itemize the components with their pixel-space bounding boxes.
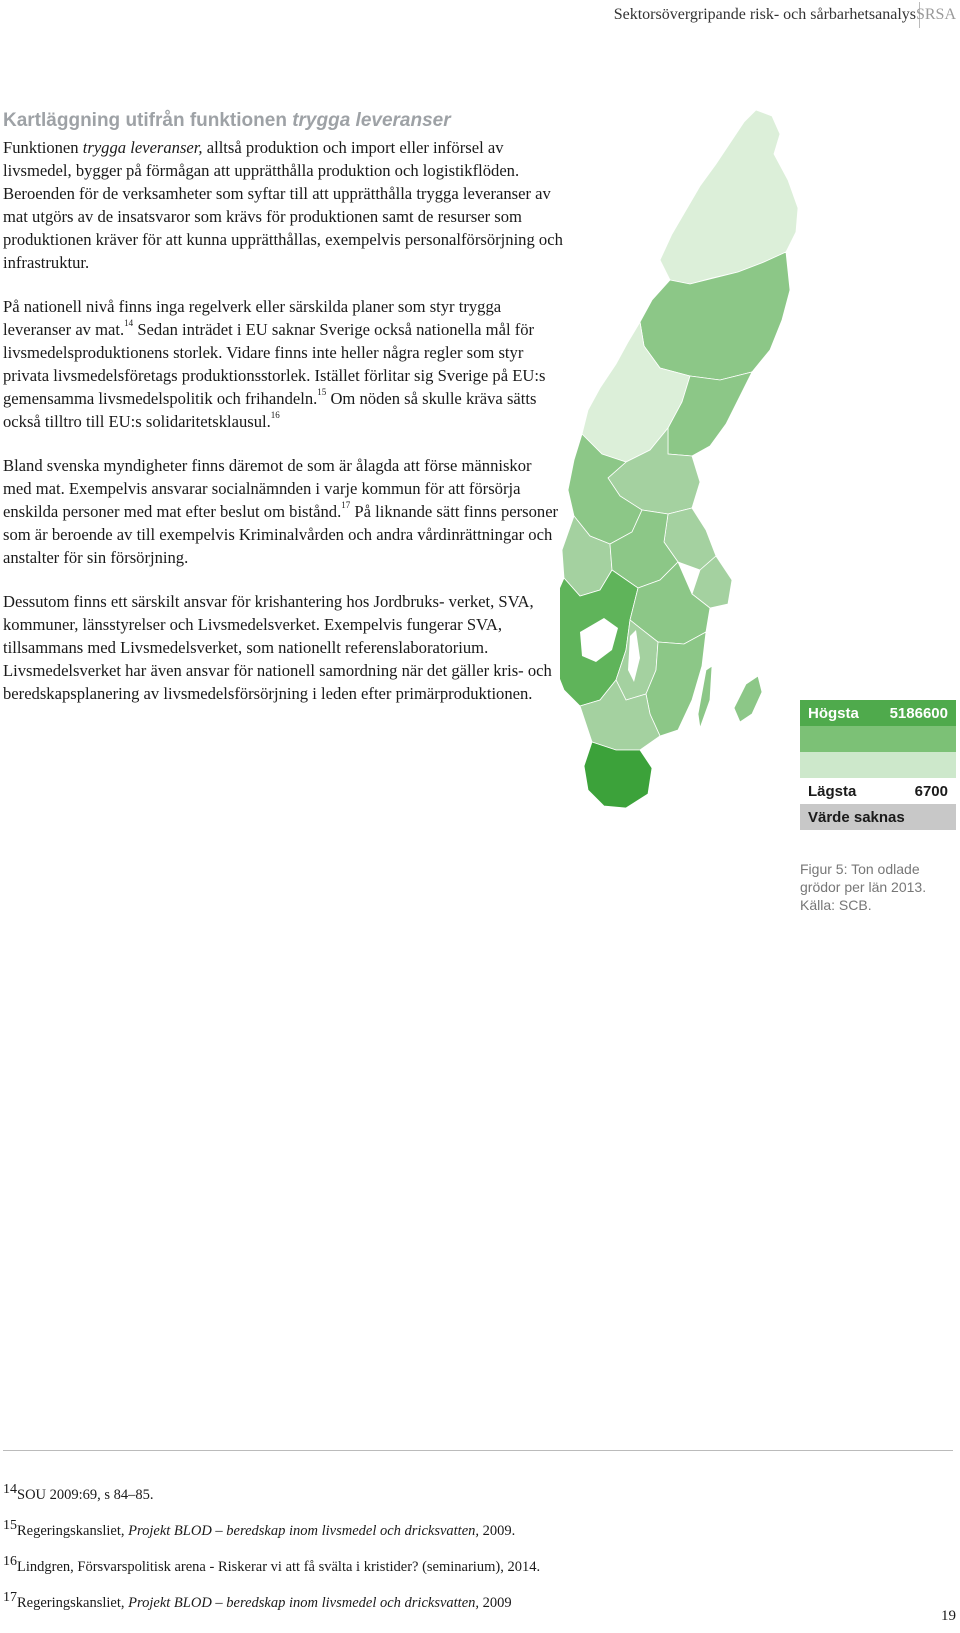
p1-text-c: alltså produktion och import eller införsel av livsmedel, bygger på förmågan att upprätthålla produktion och logistikflöden. Beroenden för de verksamheter som syftar till att upprätthålla trygga leveranser av mat utgörs av de insatsvaror som krävs för produktionen samt de resurser som produktionen kräver för att kunna upprätthållas, exempelvis personalförsörjning och infrastruktur. [3,138,563,272]
footnote-17 [3,1588,943,1613]
footnote-15 [3,1516,943,1541]
footnote-number: 17 [3,1590,17,1605]
paragraph-2 [3,295,563,433]
footnote-divider [3,1450,953,1451]
footnote-text-italic: Projekt BLOD – beredskap inom livsmedel och dricksvatten, [128,1595,480,1611]
map-legend [800,700,956,830]
footnote-text: SOU 2009:69, s 84–85. [17,1487,154,1503]
legend-missing [800,804,956,830]
footnote-ref-17[interactable]: 17 [341,500,351,510]
p2-text-a: På nationell nivå finns inga regelverk eller särskilda planer som styr trygga leveranser av mat. [3,297,502,339]
footnote-ref-14[interactable]: 14 [124,318,134,328]
document-abbreviation: SRSA [915,6,956,23]
p1-text-italic: trygga leveranser, [82,138,203,157]
section-title-italic: trygga leveranser [292,110,451,131]
main-text-column [3,110,563,726]
p2-text-b: Sedan inträdet i EU saknar Sverige också nationella mål för livsmedelsproduktionens storlek. Vidare finns inte heller några regler som styr privata livsmedelsföretags produktionsstorlek. Istället förlitar sig Sverige på EU:s gemensamma livsmedelspolitik och frihandeln. [3,320,546,408]
legend-color-step-light [800,752,956,778]
page-header [0,0,960,30]
region-oland [698,666,712,728]
paragraph-4: Dessutom finns ett särskilt ansvar för krishantering hos Jordbruks- verket, SVA, kommuner, länsstyrelser och Livsmedelsverket. Exempelvis fungerar SVA, tillsammans med Livsmedelsverket, som nationellt referenslaboratorium. Livsmedelsverket har även ansvar för nationell samordning när det gäller kris- och beredskapsplanering av livsmedelsförsörjning i leden efter primärproduktionen. [3,592,552,703]
paragraph-3 [3,454,563,569]
p2-text-c: Om nöden så skulle kräva sätts också tilltro till EU:s solidaritetsklausul. [3,389,537,431]
page-number: 19 [941,1608,956,1624]
sweden-map-svg [560,110,800,840]
legend-highest-label: Högsta [808,705,859,722]
footnote-number: 14 [3,1482,17,1497]
footnote-number: 15 [3,1518,17,1533]
footnote-text-tail: 2009 [479,1595,512,1611]
legend-color-step-mid [800,726,956,752]
p3-text-a: Bland svenska myndigheter finns däremot de som är ålagda att förse människor med mat. Exempelvis ansvarar socialnämnden i varje kommun för att försörja enskilda personer med mat efter beslut om bistånd. [3,456,532,521]
legend-lowest-label: Lägsta [808,783,857,800]
footnote-text-tail: 2009. [479,1523,516,1539]
footnote-text: Regeringskansliet, [17,1523,129,1539]
legend-lowest-value: 6700 [914,783,948,800]
footnote-text: Lindgren, Försvarspolitisk arena - Riskerar vi att få svälta i kristider? (seminarium), 2014. [17,1559,541,1575]
region-gotland [734,676,762,722]
p1-text-a: Funktionen [3,138,83,157]
region-skane [584,742,652,808]
paragraph-1 [3,136,563,274]
footnote-number: 16 [3,1554,17,1569]
legend-missing-label: Värde saknas [808,809,905,826]
footnote-16 [3,1552,943,1577]
section-title [3,110,563,132]
footnotes-section [3,1480,943,1624]
section-title-plain: Kartläggning utifrån funktionen [3,110,293,131]
footnote-text-italic: Projekt BLOD – beredskap inom livsmedel och dricksvatten, [128,1523,480,1539]
sweden-choropleth-map [560,110,800,840]
p3-text-b: På liknande sätt finns personer som är beroende av till exempelvis Kriminalvården och andra vårdinrättningar och anstalter för sin försörjning. [3,502,559,567]
footnote-ref-16[interactable]: 16 [270,410,280,420]
document-title: Sektorsövergripande risk- och sårbarhetsanalys [613,6,916,23]
legend-highest [800,700,956,726]
footnote-14 [3,1480,943,1505]
footnote-ref-15[interactable]: 15 [317,387,327,397]
legend-highest-value: 5186600 [889,705,948,722]
footnote-text: Regeringskansliet, [17,1595,129,1611]
legend-lowest [800,778,956,804]
figure-caption: Figur 5: Ton odlade grödor per län 2013. Källa: SCB. [800,861,927,913]
